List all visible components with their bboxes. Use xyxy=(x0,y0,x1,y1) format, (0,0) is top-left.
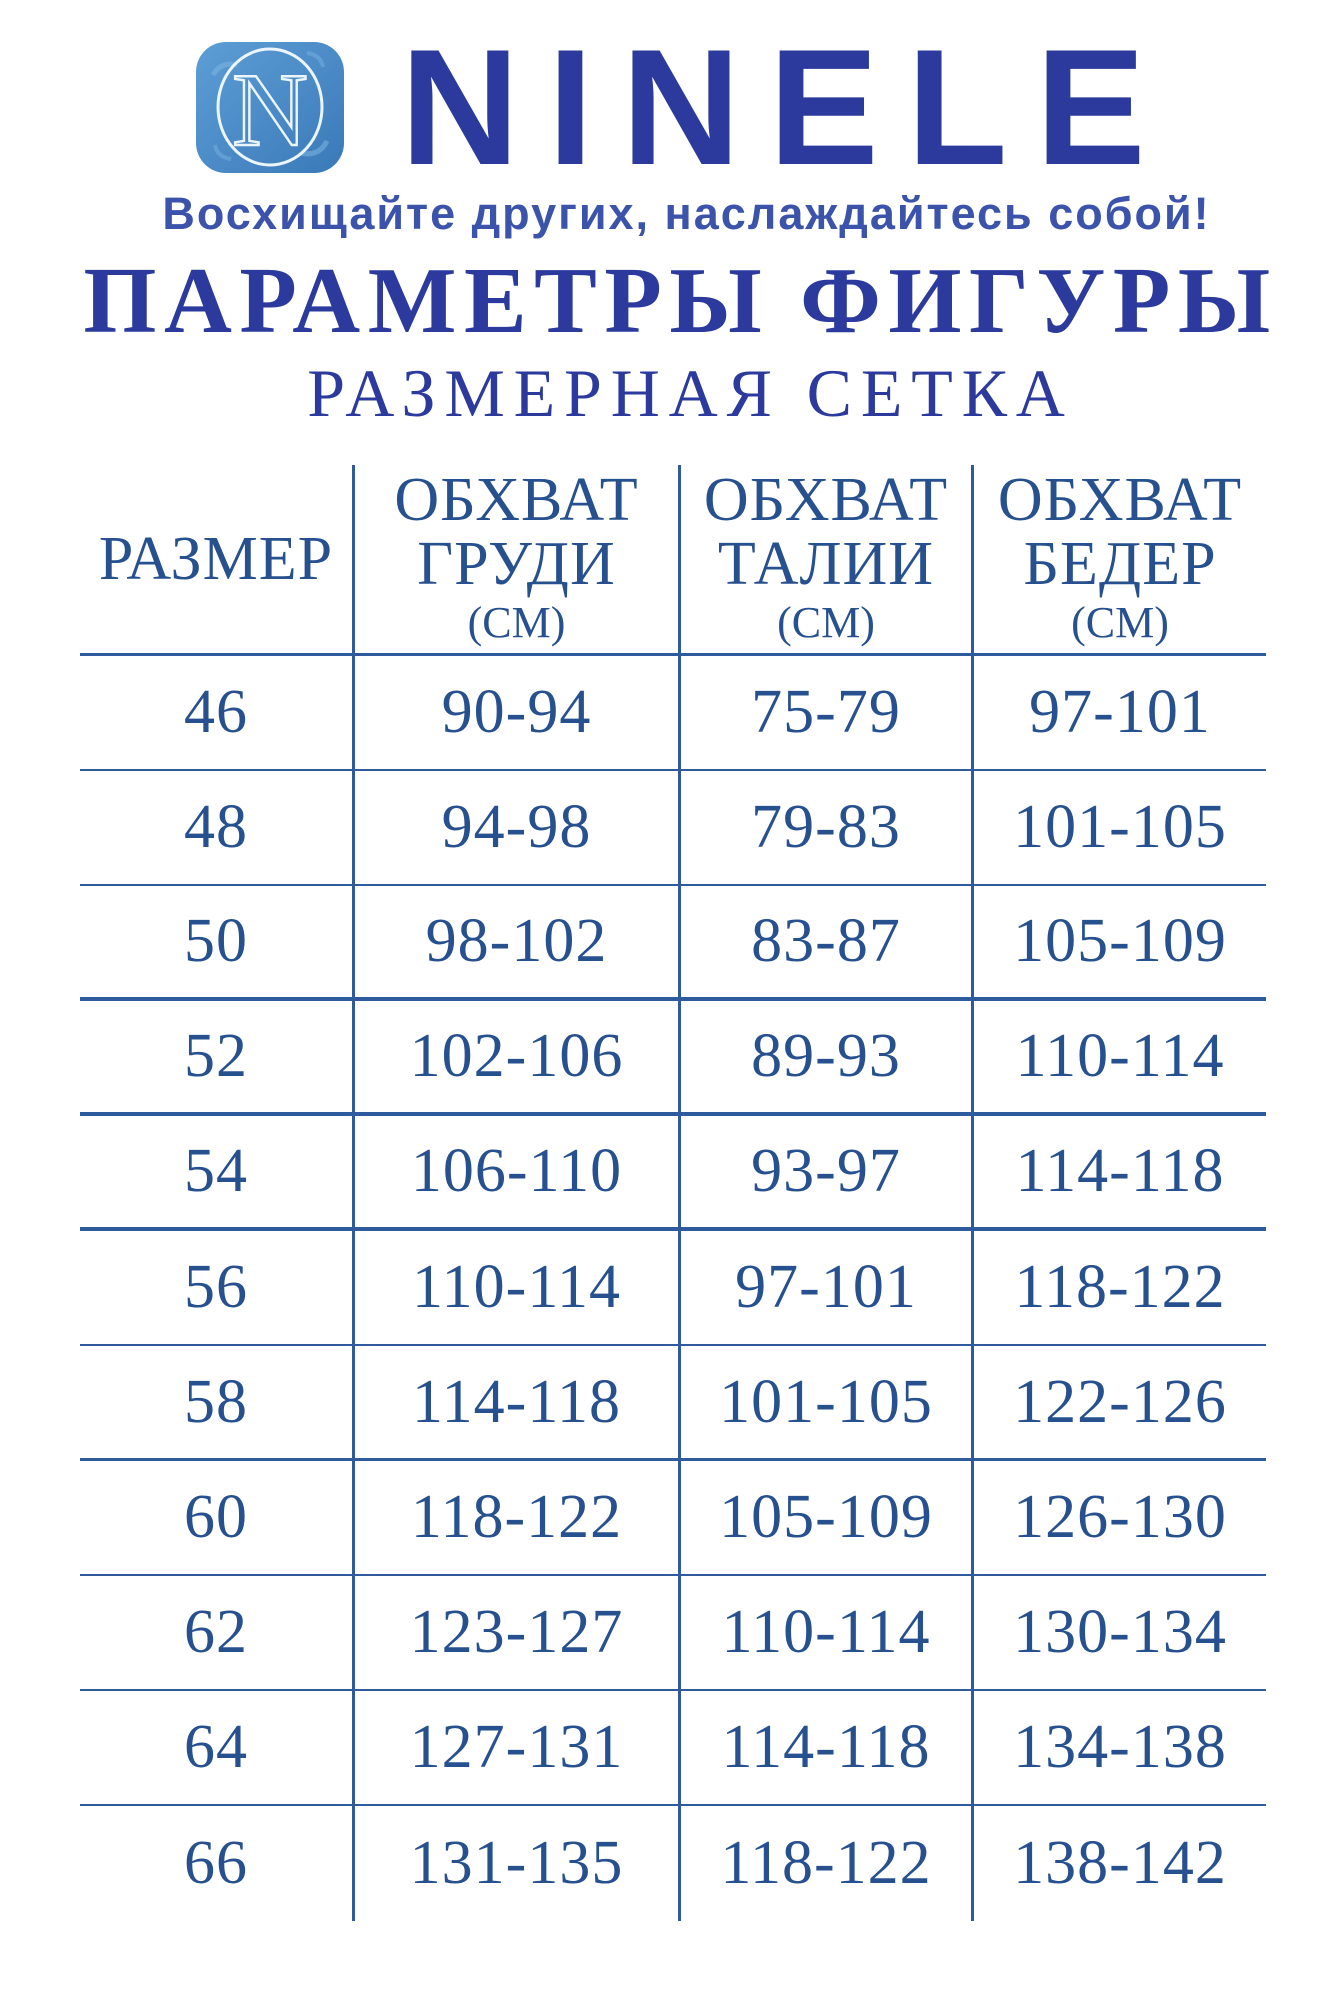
cell-waist: 89-93 xyxy=(681,1001,974,1112)
cell-waist: 118-122 xyxy=(681,1806,974,1921)
column-header-line: ГРУДИ xyxy=(417,530,616,598)
cell-chest: 94-98 xyxy=(355,771,681,884)
cell-waist: 114-118 xyxy=(681,1691,974,1804)
column-header-line: ОБХВАТ xyxy=(997,466,1243,534)
cell-chest: 114-118 xyxy=(355,1346,681,1458)
cell-size: 64 xyxy=(80,1691,355,1804)
cell-size: 46 xyxy=(80,656,355,769)
cell-hips: 118-122 xyxy=(1014,1253,1226,1321)
table-row xyxy=(80,656,1266,771)
cell-chest: 110-114 xyxy=(355,1231,681,1344)
cell-hips: 110-114 xyxy=(1015,1022,1225,1090)
table-row xyxy=(80,1691,1266,1806)
cell-hips: 101-105 xyxy=(1013,793,1227,861)
cell-hips: 97-101 xyxy=(1029,678,1211,746)
column-header xyxy=(80,465,355,653)
size-table xyxy=(80,465,1266,1921)
column-header xyxy=(974,465,1266,653)
brand-header xyxy=(18,0,1333,199)
table-row xyxy=(80,886,1266,1001)
cell-hips: 134-138 xyxy=(1013,1713,1227,1781)
table-row xyxy=(80,1576,1266,1691)
page-subtitle: РАЗМЕРНАЯ СЕТКА xyxy=(307,355,1074,431)
cell-hips: 130-134 xyxy=(1013,1598,1227,1666)
cell-waist: 101-105 xyxy=(681,1346,974,1458)
cell-chest: 123-127 xyxy=(355,1576,681,1689)
column-header-unit: (СМ) xyxy=(467,598,566,647)
cell-waist: 97-101 xyxy=(681,1231,974,1344)
brand-logo-icon xyxy=(195,41,345,174)
cell-chest: 127-131 xyxy=(355,1691,681,1804)
cell-size: 58 xyxy=(80,1346,355,1458)
cell-size: 54 xyxy=(80,1116,355,1227)
cell-chest: 106-110 xyxy=(355,1116,681,1227)
column-header xyxy=(355,465,681,653)
page-title: ПАРАМЕТРЫ ФИГУРЫ xyxy=(83,249,1278,353)
cell-waist: 75-79 xyxy=(681,656,974,769)
cell-hips: 105-109 xyxy=(1013,907,1227,975)
column-header xyxy=(681,465,974,653)
cell-waist: 105-109 xyxy=(681,1461,974,1574)
cell-hips: 122-126 xyxy=(1013,1367,1227,1436)
table-row xyxy=(80,1806,1266,1921)
table-row xyxy=(80,771,1266,886)
cell-chest: 98-102 xyxy=(355,886,681,997)
cell-size: 50 xyxy=(80,886,355,997)
cell-chest: 102-106 xyxy=(355,1001,681,1112)
cell-chest: 131-135 xyxy=(355,1806,681,1921)
cell-hips: 126-130 xyxy=(1013,1483,1227,1551)
cell-size: 66 xyxy=(80,1806,355,1921)
cell-size: 62 xyxy=(80,1576,355,1689)
table-row xyxy=(80,1231,1266,1346)
column-header-line: РАЗМЕР xyxy=(98,525,334,593)
cell-chest: 90-94 xyxy=(355,656,681,769)
brand-logo-svg xyxy=(195,41,345,174)
cell-size: 60 xyxy=(80,1461,355,1574)
column-header-unit: (СМ) xyxy=(777,598,875,647)
brand-tagline: Восхищайте других, наслаждайтесь собой! xyxy=(162,188,1211,239)
table-header-row xyxy=(80,465,1266,656)
cell-size: 48 xyxy=(80,771,355,884)
cell-waist: 93-97 xyxy=(681,1116,974,1227)
table-row xyxy=(80,1116,1266,1231)
cell-hips: 114-118 xyxy=(1015,1137,1225,1205)
table-row xyxy=(80,1346,1266,1461)
table-row xyxy=(80,1461,1266,1576)
cell-waist: 110-114 xyxy=(681,1576,974,1689)
cell-size: 52 xyxy=(80,1001,355,1112)
cell-size: 56 xyxy=(80,1231,355,1344)
cell-hips: 138-142 xyxy=(1013,1829,1227,1897)
column-header-line: БЕДЕР xyxy=(1023,530,1217,598)
cell-waist: 83-87 xyxy=(681,886,974,997)
column-header-line: ОБХВАТ xyxy=(703,466,949,534)
logo-letter: N xyxy=(232,51,309,168)
cell-waist: 79-83 xyxy=(681,771,974,884)
column-header-unit: (СМ) xyxy=(1071,598,1169,647)
brand-name: NINELE xyxy=(400,15,1174,199)
column-header-line: ТАЛИИ xyxy=(717,530,935,598)
table-row xyxy=(80,1001,1266,1116)
column-header-line: ОБХВАТ xyxy=(394,466,639,534)
cell-chest: 118-122 xyxy=(355,1461,681,1574)
